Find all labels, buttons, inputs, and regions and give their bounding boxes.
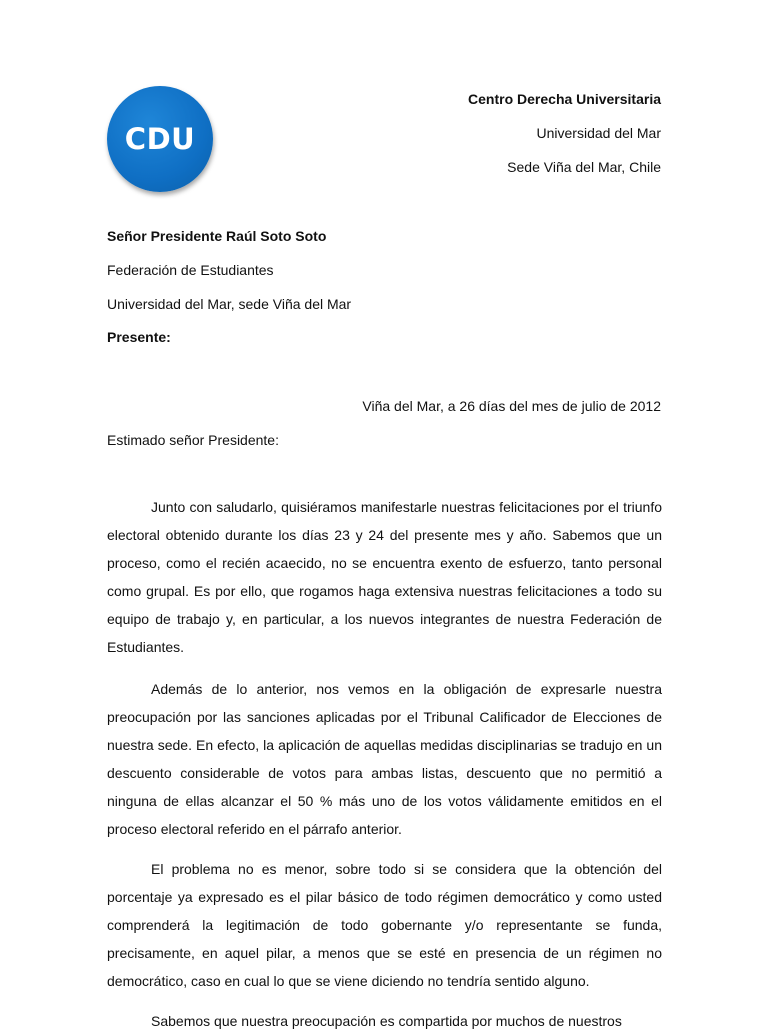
salutation: Estimado señor Presidente: <box>107 432 279 448</box>
letter-date: Viña del Mar, a 26 días del mes de julio de 2012 <box>362 398 661 414</box>
cdu-logo <box>107 86 213 192</box>
presente-label: Presente: <box>107 329 171 345</box>
sender-name: Centro Derecha Universitaria <box>468 91 661 107</box>
recipient-org: Federación de Estudiantes <box>107 262 274 278</box>
recipient-name: Señor Presidente Raúl Soto Soto <box>107 228 327 244</box>
body-paragraph-1: Junto con saludarlo, quisiéramos manifestarle nuestras felicitaciones por el triunfo electoral obtenido durante los días 23 y 24 del presente mes y año. Sabemos que un proceso, como el recién acaecido, no se encuentra exento de esfuerzo, tanto personal como grupal. Es por ello, que rogamos haga extensiva nuestras felicitaciones a todo su equipo de trabajo y, en particular, a los nuevos integrantes de nuestra Federación de Estudiantes. <box>107 499 662 655</box>
body-paragraph-2: Además de lo anterior, nos vemos en la obligación de expresarle nuestra preocupación por las sanciones aplicadas por el Tribunal Calificador de Elecciones de nuestra sede. En efecto, la aplicación de aquellas medidas disciplinarias se tradujo en un descuento considerable de votos para ambas listas, descuento que no permitió a ninguna de ellas alcanzar el 50 % más uno de los votos válidamente emitidos en el proceso electoral referido en el párrafo anterior. <box>107 681 662 837</box>
body-paragraph-3: El problema no es menor, sobre todo si se considera que la obtención del porcentaje ya expresado es el pilar básico de todo régimen democrático y como usted comprenderá la legitimación de todo gobernante y/o representante se funda, precisamente, en aquel pilar, a menos que se esté en presencia de un régimen no democrático, caso en cual lo que se viene diciendo no tendría sentido alguno. <box>107 861 662 989</box>
recipient-address: Universidad del Mar, sede Viña del Mar <box>107 296 352 312</box>
body-paragraph-4: Sabemos que nuestra preocupación es compartida por muchos de nuestros <box>151 1013 622 1029</box>
logo-text: CDU <box>124 122 196 156</box>
sender-university: Universidad del Mar <box>536 125 661 141</box>
sender-location: Sede Viña del Mar, Chile <box>507 159 661 175</box>
